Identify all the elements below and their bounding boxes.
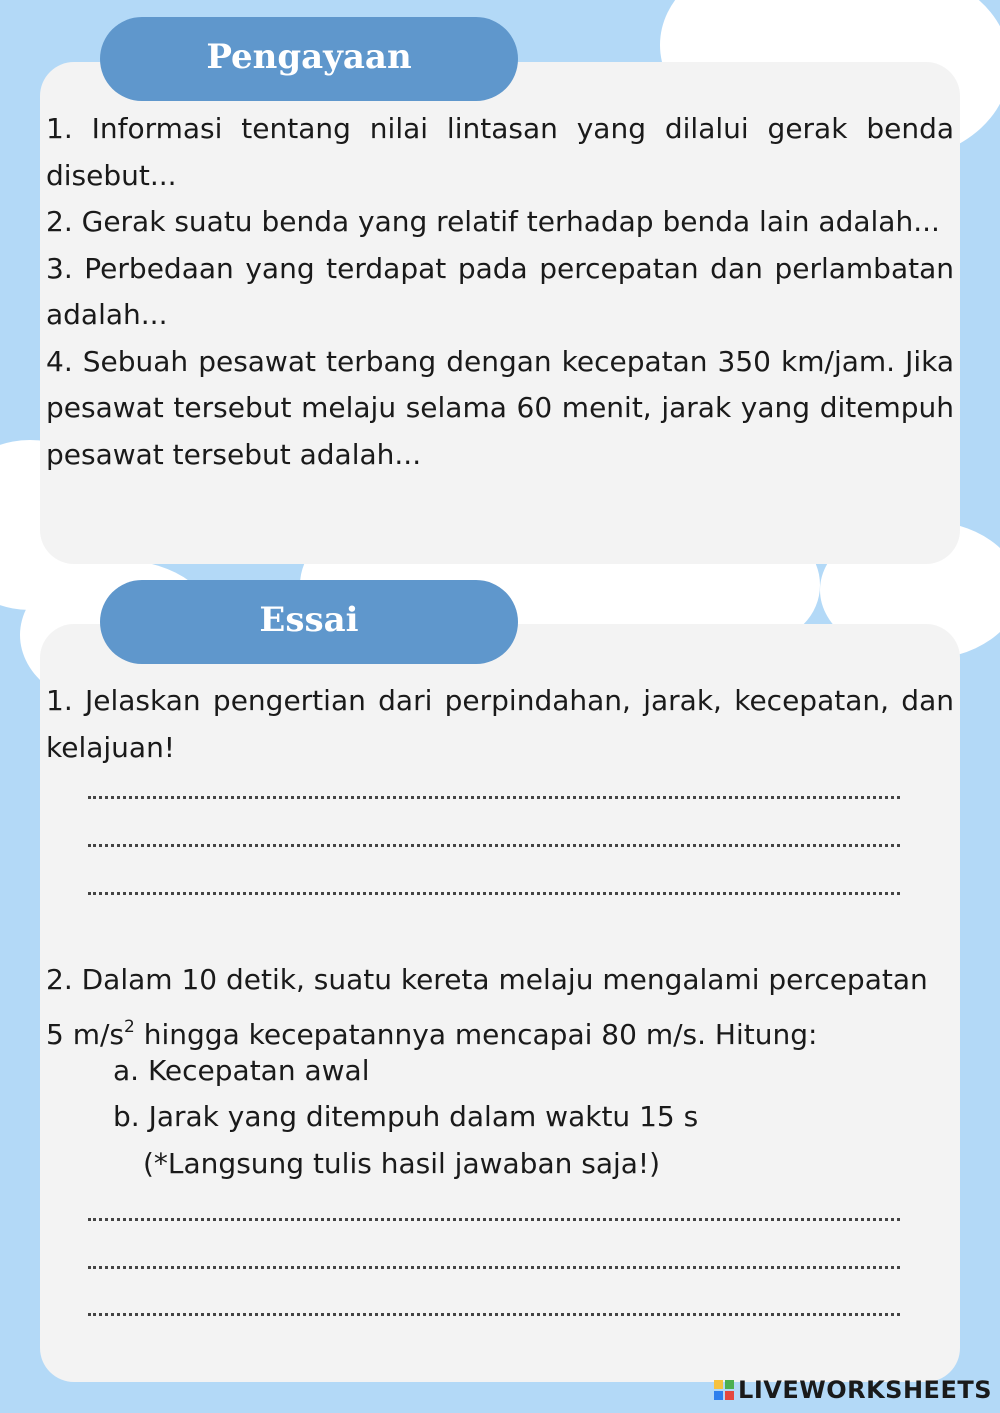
answer-line[interactable]: [88, 892, 900, 895]
essay-question-2b: b. Jarak yang ditempuh dalam waktu 15 s: [113, 1100, 699, 1133]
enrichment-title: Pengayaan: [100, 17, 518, 101]
answer-line[interactable]: [88, 1313, 900, 1316]
essay-question-2a: a. Kecepatan awal: [113, 1054, 370, 1087]
answer-line[interactable]: [88, 796, 900, 799]
answer-line[interactable]: [88, 1266, 900, 1269]
enrichment-question-2: 2. Gerak suatu benda yang relatif terhadap benda lain adalah...: [46, 205, 940, 238]
enrichment-question-1: 1. Informasi tentang nilai lintasan yang dilalui gerak benda disebut...: [46, 112, 954, 192]
liveworksheets-logo-icon: [714, 1380, 734, 1400]
essay-question-2: [46, 957, 954, 1058]
essay-title: Essai: [100, 580, 518, 664]
enrichment-questions: [46, 106, 954, 478]
liveworksheets-logo: [714, 1376, 992, 1404]
essay-question-2-line2: 5 $m/s^2$ hingga kecepatannya mencapai 80 m/s. Hitung:: [46, 1016, 818, 1051]
answer-line[interactable]: [88, 844, 900, 847]
essay-question-1-text: 1. Jelaskan pengertian dari perpindahan, jarak, kecepatan, dan kelajuan!: [46, 684, 954, 764]
enrichment-question-4: 4. Sebuah pesawat terbang dengan kecepatan 350 km/jam. Jika pesawat tersebut melaju selama 60 menit, jarak yang ditempuh pesawat tersebut adalah...: [46, 344, 954, 471]
answer-line[interactable]: [88, 1218, 900, 1221]
essay-question-1: [46, 678, 954, 771]
essay-question-2-line1: 2. Dalam 10 detik, suatu kereta melaju mengalami percepatan: [46, 963, 928, 996]
liveworksheets-logo-text: LIVEWORKSHEETS: [738, 1376, 992, 1404]
essay-question-2-note: (*Langsung tulis hasil jawaban saja!): [143, 1147, 661, 1180]
enrichment-question-3: 3. Perbedaan yang terdapat pada percepatan dan perlambatan adalah...: [46, 251, 954, 331]
